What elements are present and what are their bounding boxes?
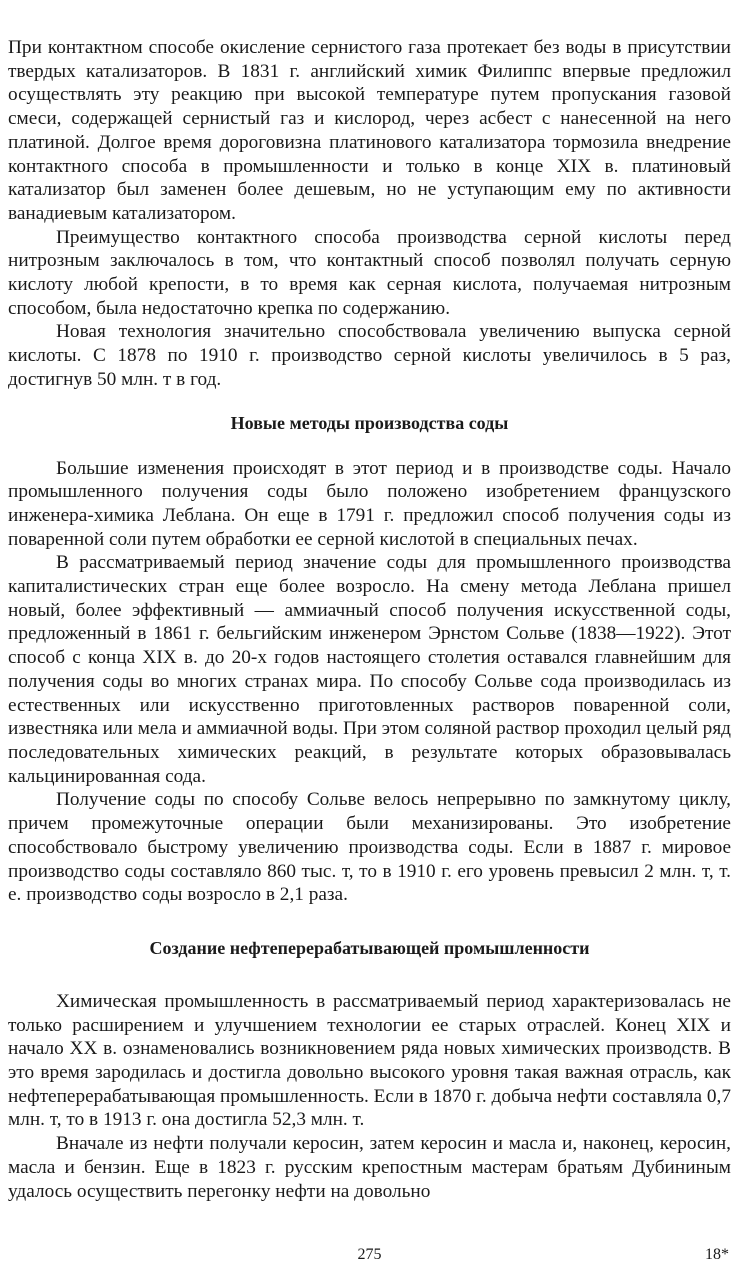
page-number: 275 (357, 1246, 382, 1263)
body-paragraph: В рассматриваемый период значение соды для промышленного производства капиталистических стран еще более возросло. На смену метода Леблана пришел новый, более эффективный — аммиачный способ получения искусственной соды, предложенный в 1861 г. бельгийским инженером Эрнстом Сольве (1838—1922). Этот способ с конца XIX в. до 20-х годов настоящего столетия оставался главнейшим для получения соды во многих странах мира. По способу Сольве сода производилась из естественных или искусственно приготовленных растворов поваренной соли, известняка или мела и аммиачной воды. При этом соляной раствор проходил целый ряд последовательных химических реакций, в результате которых образовывалась кальцинированная сода. (8, 552, 731, 787)
body-paragraph: Большие изменения происходят в этот период и в производстве соды. Начало промышленного получения соды было положено изобретением французского инженера-химика Леблана. Он еще в 1791 г. предложил способ получения соды из поваренной соли путем обработки ее серной кислотой в специальных печах. (8, 457, 731, 550)
body-paragraph: Получение соды по способу Сольве велось непрерывно по замкнутому циклу, причем промежуточные операции были механизированы. Это изобретение способствовало быстрому увеличению производства соды. Если в 1887 г. мировое производство соды составляло 860 тыс. т, то в 1910 г. его уровень превысил 2 млн. т, т. е. производство соды возросло в 2,1 раза. (8, 789, 731, 906)
body-paragraph: При контактном способе окисление сернистого газа протекает без воды в присутствии твердых катализаторов. В 1831 г. английский химик Филиппс впервые предложил осуществлять эту реакцию при высокой температуре путем пропускания газовой смеси, содержащей сернистый газ и кислород, через асбест с нанесенной на него платиной. Долгое время дороговизна платинового катализатора тормозила внедрение контактного способа в промышленности и только в конце XIX в. платиновый катализатор был заменен более дешевым, но не уступающим ему по активности ванадиевым катализатором. (8, 37, 731, 224)
body-paragraph: Новая технология значительно способствовала увеличению выпуска серной кислоты. С 1878 по 1910 г. производство серной кислоты увеличилось в 5 раз, достигнув 50 млн. т в год. (8, 321, 731, 390)
section-heading: Создание нефтеперерабатывающей промышленности (149, 937, 590, 958)
body-paragraph: Химическая промышленность в рассматриваемый период характеризовалась не только расширением и улучшением технологии ее старых отраслей. Конец XIX и начало XX в. ознаменовались возникновением ряда новых химических производств. В это время зародилась и достигла довольно высокого уровня такая важная отрасль, как нефтеперерабатывающая промышленность. Если в 1870 г. добыча нефти составляла 0,7 млн. т, то в 1913 г. она достигла 52,3 млн. т. (8, 990, 731, 1131)
signature-mark: 18* (705, 1246, 729, 1263)
body-paragraph: Вначале из нефти получали керосин, затем керосин и масла и, наконец, керосин, масла и бензин. Еще в 1823 г. русским крепостным мастерам братьям Дубининым удалось осуществить перегонку нефти на довольно (8, 1133, 731, 1202)
section-heading: Новые методы производства соды (230, 412, 509, 433)
body-paragraph: Преимущество контактного способа производства серной кислоты перед нитрозным заключалось в том, что контактный способ позволял получать серную кислоту любой крепости, в то время как серная кислота, получаемая нитрозным способом, была недостаточно крепка по содержанию. (8, 226, 731, 319)
